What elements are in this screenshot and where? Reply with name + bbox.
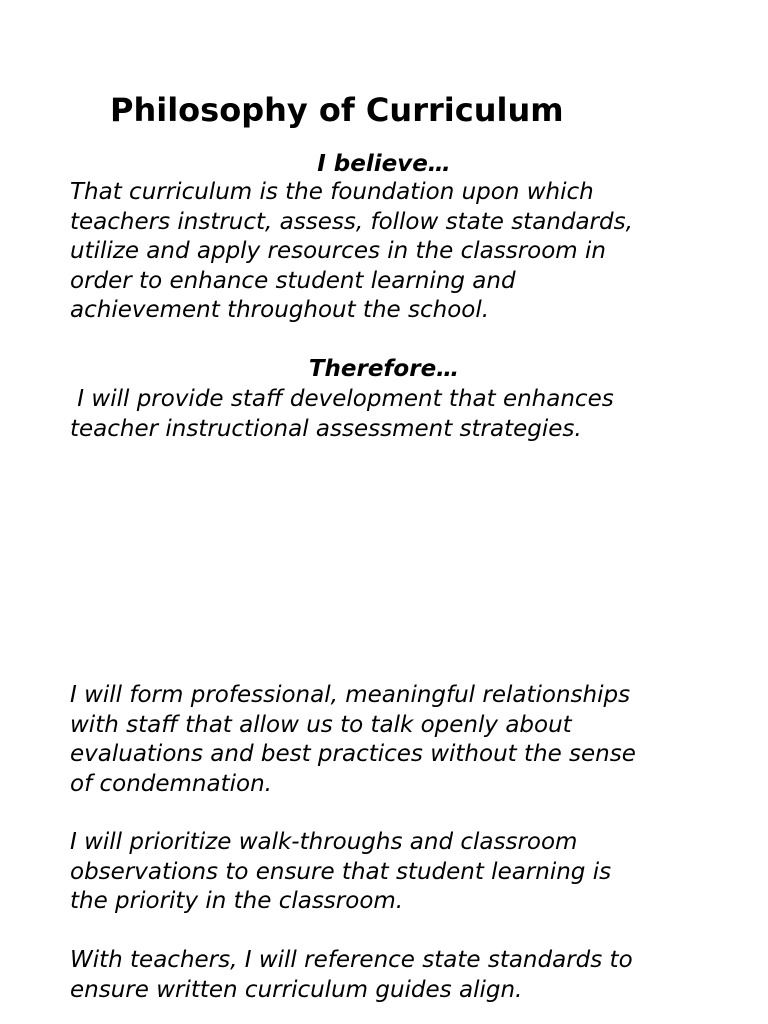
commitment-line: teacher instructional assessment strategies. — [70, 415, 582, 442]
commitment-line: With teachers, I will reference state standards to — [70, 947, 633, 973]
belief-heading: I believe… — [317, 151, 451, 177]
commitment-line: I will form professional, meaningful relationships — [70, 682, 631, 708]
belief-line: order to enhance student learning and — [70, 267, 516, 294]
commitment-paragraph-walkthroughs — [70, 828, 710, 917]
commitment-line: evaluations and best practices without the sense — [70, 741, 636, 767]
commitment-line: with staff that allow us to talk openly about — [70, 711, 572, 738]
commitment-line: of condemnation. — [70, 770, 272, 797]
commitment-line: observations to ensure that student learning is — [70, 858, 612, 885]
therefore-heading: Therefore… — [308, 356, 460, 382]
commitment-line: ensure written curriculum guides align. — [70, 976, 523, 1003]
commitment-paragraph-staff-development — [70, 385, 710, 444]
commitment-paragraph-standards — [70, 946, 710, 1005]
commitment-line: I will prioritize walk-throughs and classroom — [70, 829, 578, 855]
page-title: Philosophy of Curriculum — [110, 91, 564, 129]
belief-line: teachers instruct, assess, follow state standards, — [70, 208, 633, 235]
commitment-line: the priority in the classroom. — [70, 888, 404, 914]
belief-paragraph — [70, 178, 710, 326]
belief-line: achievement throughout the school. — [70, 297, 490, 323]
commitment-paragraph-relationships — [70, 681, 710, 799]
belief-line: utilize and apply resources in the classroom in — [70, 238, 606, 264]
belief-line: That curriculum is the foundation upon which — [70, 179, 594, 205]
commitment-line: I will provide staff development that enhances — [70, 386, 614, 412]
